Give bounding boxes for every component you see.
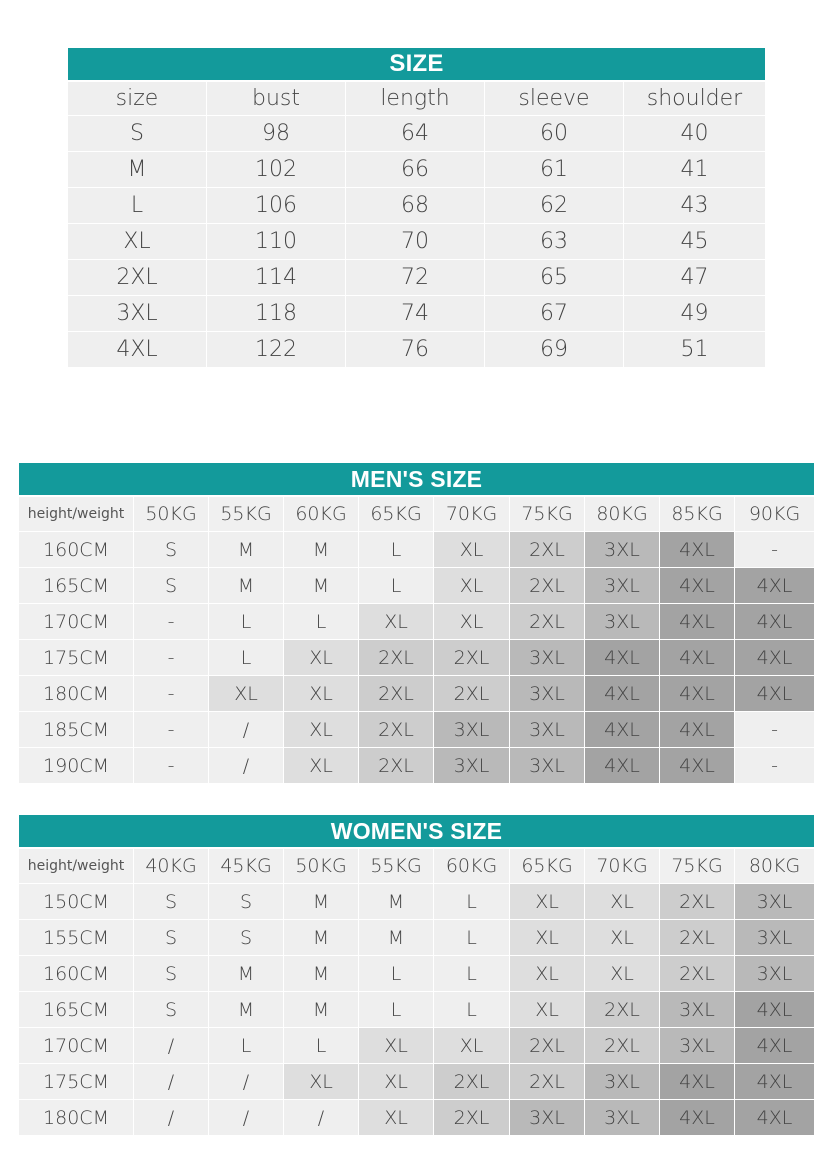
weight-header: 85KG [660,497,735,532]
size-cell: M [284,956,359,992]
size-label: 4XL [68,332,207,368]
size-cell: 2XL [434,1100,510,1136]
height-row [19,920,814,956]
size-cell: 3XL [585,1064,660,1100]
size-cell: XL [510,884,585,920]
weight-header: 40KG [134,849,209,884]
size-table-title: SIZE [68,48,765,82]
size-cell: L [359,956,434,992]
height-weight-corner: height/weight [19,849,134,884]
size-cell: 4XL [735,1100,814,1136]
measurement-cell: 41 [624,152,765,188]
size-cell: 2XL [359,748,434,784]
size-cell: M [209,992,284,1028]
size-cell: 2XL [359,712,434,748]
size-label: XL [68,224,207,260]
height-row [19,676,814,712]
size-cell: / [209,1100,284,1136]
height-row [19,640,814,676]
size-cell: 2XL [510,604,585,640]
measurement-cell: 49 [624,296,765,332]
measurement-cell: 40 [624,116,765,152]
measurement-cell: 67 [485,296,624,332]
size-cell: 4XL [585,748,660,784]
weight-header: 70KG [585,849,660,884]
size-label: 3XL [68,296,207,332]
size-cell: M [209,568,284,604]
size-cell: S [134,956,209,992]
weight-header: 65KG [359,497,434,532]
size-cell: L [209,640,284,676]
size-cell: 4XL [660,748,735,784]
mens-table-header [19,497,814,532]
size-cell: M [359,920,434,956]
size-cell: L [434,956,510,992]
height-label: 150CM [19,884,134,920]
size-label: L [68,188,207,224]
height-label: 175CM [19,1064,134,1100]
height-row [19,532,814,568]
size-cell: M [284,568,359,604]
size-cell: 2XL [510,1028,585,1064]
size-cell: / [209,1064,284,1100]
size-cell: XL [359,1100,434,1136]
size-row [68,188,765,224]
size-cell: 2XL [660,920,735,956]
height-row [19,712,814,748]
column-header-sleeve: sleeve [485,82,624,116]
measurement-cell: 106 [207,188,346,224]
weight-header: 90KG [735,497,814,532]
size-cell: 3XL [660,992,735,1028]
size-cell: / [209,712,284,748]
height-label: 170CM [19,1028,134,1064]
size-cell: / [134,1064,209,1100]
measurement-cell: 74 [346,296,485,332]
height-row [19,1100,814,1136]
height-label: 180CM [19,1100,134,1136]
size-cell: - [134,748,209,784]
column-header-shoulder: shoulder [624,82,765,116]
weight-header: 55KG [359,849,434,884]
weight-header: 70KG [434,497,510,532]
measurement-cell: 114 [207,260,346,296]
height-row [19,1028,814,1064]
size-cell: XL [585,920,660,956]
womens-size-table [19,815,814,1136]
size-row [68,260,765,296]
weight-header: 75KG [510,497,585,532]
size-cell: L [434,920,510,956]
size-cell: 3XL [510,748,585,784]
measurement-cell: 76 [346,332,485,368]
size-cell: L [359,568,434,604]
weight-header: 65KG [510,849,585,884]
measurement-cell: 61 [485,152,624,188]
size-cell: 2XL [359,676,434,712]
measurement-cell: 102 [207,152,346,188]
mens-table-title: MEN'S SIZE [19,463,814,497]
size-cell: 4XL [735,568,814,604]
size-cell: / [209,748,284,784]
size-cell: 2XL [585,1028,660,1064]
size-table-header [68,82,765,116]
size-cell: S [134,568,209,604]
measurement-cell: 68 [346,188,485,224]
size-cell: 3XL [735,956,814,992]
size-cell: XL [510,956,585,992]
size-cell: S [209,884,284,920]
size-cell: 4XL [660,532,735,568]
size-cell: M [284,920,359,956]
size-cell: M [284,532,359,568]
size-row [68,332,765,368]
weight-header: 80KG [585,497,660,532]
size-row [68,116,765,152]
size-cell: 3XL [585,532,660,568]
size-cell: - [735,748,814,784]
height-label: 175CM [19,640,134,676]
weight-header: 50KG [134,497,209,532]
size-cell: 4XL [660,568,735,604]
size-cell: XL [284,1064,359,1100]
size-cell: XL [510,992,585,1028]
size-table-body [68,116,765,368]
size-cell: XL [359,604,434,640]
size-cell: S [134,992,209,1028]
size-cell: 2XL [585,992,660,1028]
size-cell: 2XL [510,1064,585,1100]
size-cell: 4XL [735,676,814,712]
weight-header: 50KG [284,849,359,884]
size-cell: 3XL [585,604,660,640]
size-cell: 3XL [434,748,510,784]
weight-header: 60KG [284,497,359,532]
measurement-cell: 66 [346,152,485,188]
measurement-cell: 65 [485,260,624,296]
height-label: 185CM [19,712,134,748]
size-cell: S [134,884,209,920]
measurement-cell: 47 [624,260,765,296]
size-cell: XL [209,676,284,712]
height-row [19,568,814,604]
size-cell: XL [434,568,510,604]
measurement-cell: 98 [207,116,346,152]
size-cell: 2XL [434,1064,510,1100]
size-cell: XL [284,676,359,712]
height-row [19,1064,814,1100]
size-cell: 2XL [660,956,735,992]
height-row [19,884,814,920]
size-label: 2XL [68,260,207,296]
measurement-cell: 62 [485,188,624,224]
size-cell: 3XL [510,676,585,712]
height-row [19,604,814,640]
size-cell: 4XL [735,604,814,640]
measurement-cell: 60 [485,116,624,152]
mens-size-table [19,463,814,784]
size-cell: - [735,712,814,748]
size-cell: 4XL [585,676,660,712]
height-label: 190CM [19,748,134,784]
size-cell: XL [585,884,660,920]
size-cell: 2XL [434,640,510,676]
size-cell: L [209,604,284,640]
size-cell: XL [284,640,359,676]
measurement-cell: 43 [624,188,765,224]
size-row [68,224,765,260]
height-label: 160CM [19,532,134,568]
size-cell: L [359,532,434,568]
size-cell: - [134,640,209,676]
height-label: 180CM [19,676,134,712]
size-cell: 3XL [735,884,814,920]
weight-header: 55KG [209,497,284,532]
weight-header: 45KG [209,849,284,884]
measurement-cell: 64 [346,116,485,152]
height-row [19,748,814,784]
column-header-bust: bust [207,82,346,116]
size-cell: 3XL [510,640,585,676]
size-cell: M [284,992,359,1028]
height-label: 165CM [19,992,134,1028]
size-cell: XL [434,532,510,568]
height-row [19,956,814,992]
size-cell: 4XL [735,1028,814,1064]
size-cell: 4XL [735,992,814,1028]
size-cell: 2XL [660,884,735,920]
size-cell: L [284,1028,359,1064]
size-cell: / [134,1028,209,1064]
size-cell: XL [434,1028,510,1064]
mens-table-body [19,532,814,784]
size-cell: - [134,604,209,640]
size-cell: XL [359,1028,434,1064]
womens-table-title: WOMEN'S SIZE [19,815,814,849]
measurement-cell: 122 [207,332,346,368]
height-label: 170CM [19,604,134,640]
size-cell: XL [434,604,510,640]
size-cell: XL [510,920,585,956]
size-cell: 3XL [585,1100,660,1136]
size-cell: XL [284,748,359,784]
size-measurement-table [68,48,765,368]
column-header-size: size [68,82,207,116]
height-label: 165CM [19,568,134,604]
size-cell: 4XL [585,640,660,676]
size-cell: 4XL [660,604,735,640]
size-cell: - [134,676,209,712]
size-cell: L [209,1028,284,1064]
size-cell: / [134,1100,209,1136]
womens-table-header [19,849,814,884]
size-cell: 2XL [434,676,510,712]
height-label: 155CM [19,920,134,956]
size-label: M [68,152,207,188]
size-cell: 4XL [735,1064,814,1100]
size-cell: L [284,604,359,640]
womens-table-body [19,884,814,1136]
size-cell: L [359,992,434,1028]
height-weight-corner: height/weight [19,497,134,532]
size-cell: S [134,920,209,956]
size-cell: 3XL [434,712,510,748]
size-cell: 4XL [660,1100,735,1136]
measurement-cell: 69 [485,332,624,368]
size-cell: XL [585,956,660,992]
size-cell: 4XL [585,712,660,748]
size-cell: - [134,712,209,748]
size-row [68,296,765,332]
size-cell: 4XL [660,640,735,676]
size-cell: 4XL [660,1064,735,1100]
size-row [68,152,765,188]
size-cell: L [434,884,510,920]
size-cell: 3XL [735,920,814,956]
weight-header: 80KG [735,849,814,884]
size-cell: 2XL [510,568,585,604]
size-cell: M [209,956,284,992]
size-cell: 2XL [359,640,434,676]
size-cell: 4XL [660,676,735,712]
height-label: 160CM [19,956,134,992]
size-label: S [68,116,207,152]
size-cell: S [134,532,209,568]
size-cell: 4XL [735,640,814,676]
column-header-length: length [346,82,485,116]
size-cell: M [284,884,359,920]
weight-header: 60KG [434,849,510,884]
size-cell: - [735,532,814,568]
size-cell: M [209,532,284,568]
size-cell: 3XL [510,712,585,748]
height-row [19,992,814,1028]
size-cell: XL [284,712,359,748]
size-cell: XL [359,1064,434,1100]
measurement-cell: 51 [624,332,765,368]
measurement-cell: 118 [207,296,346,332]
size-cell: 2XL [510,532,585,568]
size-cell: 3XL [510,1100,585,1136]
size-cell: 4XL [660,712,735,748]
weight-header: 75KG [660,849,735,884]
measurement-cell: 70 [346,224,485,260]
size-cell: S [209,920,284,956]
size-cell: 3XL [585,568,660,604]
measurement-cell: 45 [624,224,765,260]
measurement-cell: 110 [207,224,346,260]
measurement-cell: 72 [346,260,485,296]
size-cell: L [434,992,510,1028]
measurement-cell: 63 [485,224,624,260]
size-cell: M [359,884,434,920]
size-cell: / [284,1100,359,1136]
size-cell: 3XL [660,1028,735,1064]
